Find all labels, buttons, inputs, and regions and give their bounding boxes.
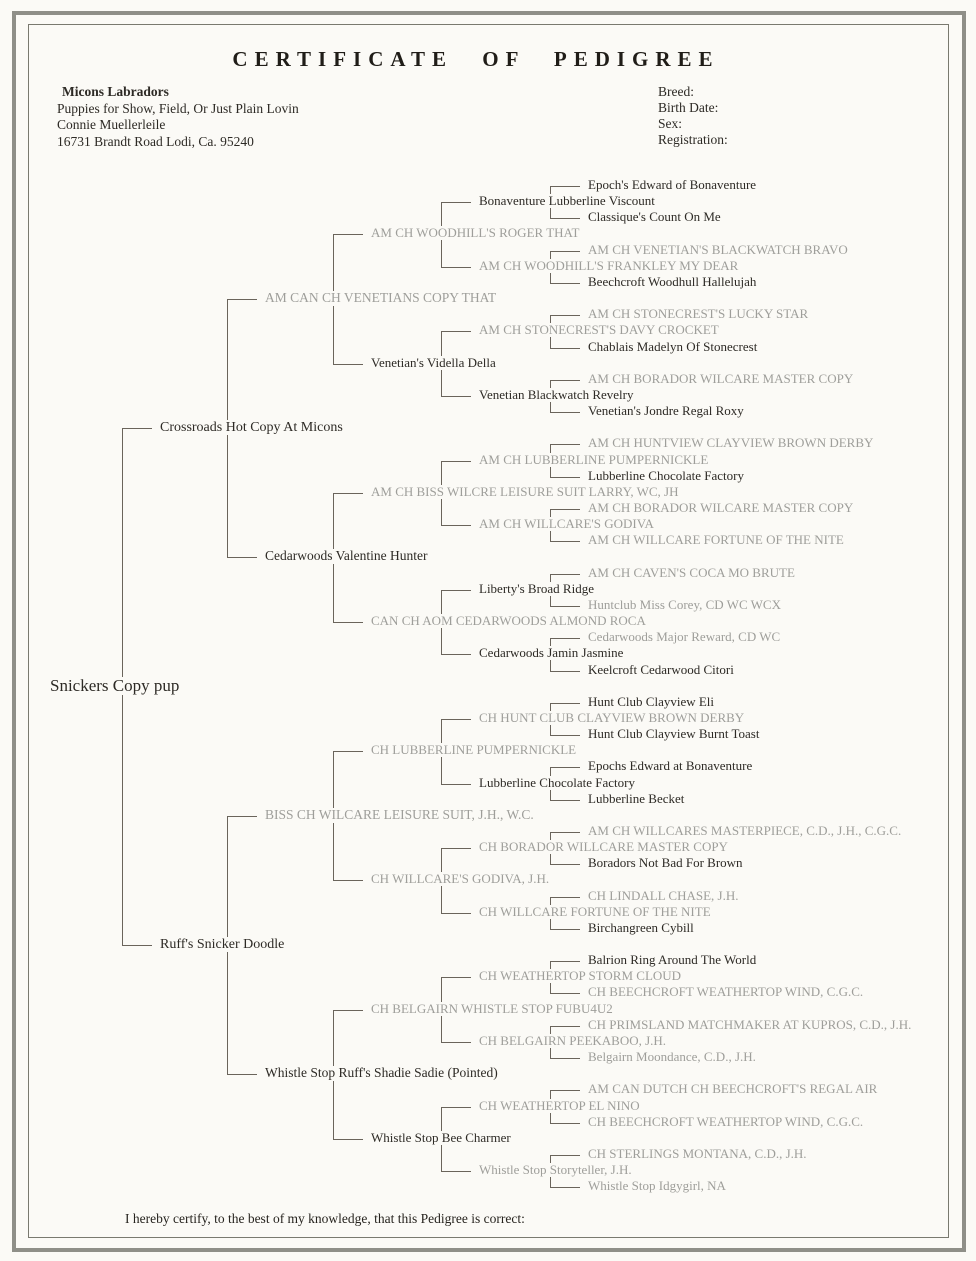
- tree-connector-horizontal: [550, 606, 580, 607]
- breeder-contact: Connie Muellerleile: [57, 117, 166, 132]
- tree-connector-horizontal: [333, 1010, 363, 1011]
- pedigree-node: CAN CH AOM CEDARWOODS ALMOND ROCA: [368, 614, 649, 628]
- tree-connector-horizontal: [550, 800, 580, 801]
- tree-connector-horizontal: [441, 784, 471, 785]
- tree-connector-horizontal: [550, 929, 580, 930]
- tree-connector-horizontal: [550, 412, 580, 413]
- pedigree-node: Bonaventure Lubberline Viscount: [476, 194, 658, 208]
- pedigree-node: CH BELGAIRN WHISTLE STOP FUBU4U2: [368, 1002, 616, 1016]
- pedigree-node: AM CH WILLCARE'S GODIVA: [476, 517, 657, 531]
- tree-connector-horizontal: [550, 574, 580, 575]
- tree-connector-horizontal: [333, 751, 363, 752]
- pedigree-node: AM CH WILLCARES MASTERPIECE, C.D., J.H., C.G.C.: [585, 824, 904, 838]
- breeder-name: Micons Labradors: [62, 84, 169, 99]
- tree-connector-horizontal: [550, 1123, 580, 1124]
- pedigree-node: Ruff's Snicker Doodle: [157, 937, 287, 952]
- pedigree-node: Hunt Club Clayview Eli: [585, 695, 717, 709]
- pedigree-node: Cedarwoods Major Reward, CD WC: [585, 630, 783, 644]
- tree-connector-horizontal: [550, 541, 580, 542]
- pedigree-node: CH PRIMSLAND MATCHMAKER AT KUPROS, C.D., J.H.: [585, 1018, 914, 1032]
- pedigree-node: Crossroads Hot Copy At Micons: [157, 420, 346, 435]
- pedigree-node: CH WILLCARE'S GODIVA, J.H.: [368, 872, 552, 886]
- tree-connector-horizontal: [550, 218, 580, 219]
- pedigree-node: AM CH WOODHILL'S ROGER THAT: [368, 226, 582, 240]
- pedigree-node: AM CAN DUTCH CH BEECHCROFT'S REGAL AIR: [585, 1082, 880, 1096]
- tree-connector-horizontal: [441, 461, 471, 462]
- tree-connector-horizontal: [333, 622, 363, 623]
- tree-connector-horizontal: [550, 380, 580, 381]
- pedigree-node: CH LINDALL CHASE, J.H.: [585, 889, 741, 903]
- pedigree-node: Whistle Stop Bee Charmer: [368, 1131, 514, 1145]
- tree-connector-horizontal: [550, 251, 580, 252]
- pedigree-node: AM CH WILLCARE FORTUNE OF THE NITE: [585, 533, 847, 547]
- pedigree-node: CH HUNT CLUB CLAYVIEW BROWN DERBY: [476, 711, 747, 725]
- tree-connector-horizontal: [550, 509, 580, 510]
- pedigree-node: Boradors Not Bad For Brown: [585, 856, 746, 870]
- pedigree-node: Keelcroft Cedarwood Citori: [585, 663, 737, 677]
- registration-label: Registration:: [658, 132, 728, 147]
- birth-date-label: Birth Date:: [658, 100, 719, 115]
- tree-connector-horizontal: [550, 1187, 580, 1188]
- tree-connector-horizontal: [333, 234, 363, 235]
- pedigree-node: CH WEATHERTOP STORM CLOUD: [476, 969, 684, 983]
- pedigree-node: Liberty's Broad Ridge: [476, 582, 597, 596]
- tree-connector-horizontal: [122, 428, 152, 429]
- tree-connector-horizontal: [550, 186, 580, 187]
- pedigree-node: BISS CH WILCARE LEISURE SUIT, J.H., W.C.: [262, 808, 537, 823]
- pedigree-node: Belgairn Moondance, C.D., J.H.: [585, 1050, 759, 1064]
- pedigree-node: Lubberline Becket: [585, 792, 687, 806]
- tree-connector-horizontal: [441, 202, 471, 203]
- certify-statement: I hereby certify, to the best of my knowledge, that this Pedigree is correct:: [125, 1211, 525, 1226]
- tree-connector-horizontal: [441, 848, 471, 849]
- tree-connector-horizontal: [550, 315, 580, 316]
- tree-connector-horizontal: [441, 1042, 471, 1043]
- pedigree-node: Whistle Stop Idgygirl, NA: [585, 1179, 729, 1193]
- tree-connector-horizontal: [550, 897, 580, 898]
- tree-connector-horizontal: [550, 832, 580, 833]
- tree-connector-horizontal: [550, 703, 580, 704]
- tree-connector-horizontal: [333, 493, 363, 494]
- pedigree-node: Venetian's Jondre Regal Roxy: [585, 404, 747, 418]
- pedigree-node: Snickers Copy pup: [47, 677, 182, 695]
- tree-connector-horizontal: [227, 557, 257, 558]
- pedigree-node: AM CH LUBBERLINE PUMPERNICKLE: [476, 453, 711, 467]
- tree-connector-horizontal: [550, 1026, 580, 1027]
- tree-connector-horizontal: [550, 283, 580, 284]
- tree-connector-horizontal: [441, 1107, 471, 1108]
- tree-connector-horizontal: [441, 396, 471, 397]
- pedigree-node: AM CH WOODHILL'S FRANKLEY MY DEAR: [476, 259, 741, 273]
- tree-connector-horizontal: [550, 864, 580, 865]
- breed-label: Breed:: [658, 84, 694, 99]
- pedigree-node: Venetian Blackwatch Revelry: [476, 388, 637, 402]
- pedigree-node: AM CH BISS WILCRE LEISURE SUIT LARRY, WC, JH: [368, 485, 681, 499]
- pedigree-node: CH STERLINGS MONTANA, C.D., J.H.: [585, 1147, 810, 1161]
- pedigree-node: CH LUBBERLINE PUMPERNICKLE: [368, 743, 579, 757]
- pedigree-node: Chablais Madelyn Of Stonecrest: [585, 340, 760, 354]
- pedigree-node: Huntclub Miss Corey, CD WC WCX: [585, 598, 784, 612]
- pedigree-node: AM CAN CH VENETIANS COPY THAT: [262, 291, 499, 306]
- pedigree-node: CH BELGAIRN PEEKABOO, J.H.: [476, 1034, 669, 1048]
- tree-connector-horizontal: [441, 590, 471, 591]
- pedigree-node: Beechcroft Woodhull Hallelujah: [585, 275, 759, 289]
- pedigree-node: Cedarwoods Valentine Hunter: [262, 549, 430, 564]
- pedigree-node: AM CH VENETIAN'S BLACKWATCH BRAVO: [585, 243, 851, 257]
- certificate-title: CERTIFICATE OF PEDIGREE: [232, 47, 720, 71]
- pedigree-node: Birchangreen Cybill: [585, 921, 697, 935]
- pedigree-node: AM CH STONECREST'S LUCKY STAR: [585, 307, 811, 321]
- tree-connector-horizontal: [550, 477, 580, 478]
- pedigree-node: CH WEATHERTOP EL NINO: [476, 1099, 643, 1113]
- tree-connector-horizontal: [550, 638, 580, 639]
- pedigree-node: Cedarwoods Jamin Jasmine: [476, 646, 626, 660]
- pedigree-node: CH BEECHCROFT WEATHERTOP WIND, C.G.C.: [585, 985, 866, 999]
- pedigree-node: Venetian's Vidella Della: [368, 356, 499, 370]
- pedigree-node: CH BORADOR WILLCARE MASTER COPY: [476, 840, 731, 854]
- pedigree-node: Whistle Stop Storyteller, J.H.: [476, 1163, 635, 1177]
- tree-connector-horizontal: [550, 1058, 580, 1059]
- breeder-tagline: Puppies for Show, Field, Or Just Plain Lovin: [57, 100, 299, 116]
- pedigree-node: CH WILLCARE FORTUNE OF THE NITE: [476, 905, 714, 919]
- tree-connector-horizontal: [122, 945, 152, 946]
- tree-connector-horizontal: [333, 364, 363, 365]
- pedigree-node: AM CH STONECREST'S DAVY CROCKET: [476, 323, 722, 337]
- tree-connector-horizontal: [227, 299, 257, 300]
- pedigree-node: Lubberline Chocolate Factory: [476, 776, 638, 790]
- breeder-address: 16731 Brandt Road Lodi, Ca. 95240: [57, 133, 254, 149]
- pedigree-node: AM CH CAVEN'S COCA MO BRUTE: [585, 566, 798, 580]
- tree-connector-horizontal: [550, 993, 580, 994]
- tree-connector-horizontal: [227, 1074, 257, 1075]
- tree-connector-horizontal: [333, 880, 363, 881]
- pedigree-node: Whistle Stop Ruff's Shadie Sadie (Pointed): [262, 1066, 501, 1081]
- pedigree-node: Classique's Count On Me: [585, 210, 724, 224]
- tree-connector-horizontal: [550, 1090, 580, 1091]
- pedigree-node: AM CH HUNTVIEW CLAYVIEW BROWN DERBY: [585, 436, 876, 450]
- tree-connector-horizontal: [550, 767, 580, 768]
- tree-connector-horizontal: [441, 267, 471, 268]
- tree-connector-horizontal: [550, 671, 580, 672]
- pedigree-node: AM CH BORADOR WILCARE MASTER COPY: [585, 501, 856, 515]
- tree-connector-horizontal: [441, 977, 471, 978]
- tree-connector-horizontal: [441, 719, 471, 720]
- pedigree-node: Hunt Club Clayview Burnt Toast: [585, 727, 762, 741]
- tree-connector-horizontal: [550, 1155, 580, 1156]
- pedigree-node: CH BEECHCROFT WEATHERTOP WIND, C.G.C.: [585, 1115, 866, 1129]
- tree-connector-horizontal: [441, 1171, 471, 1172]
- tree-connector-horizontal: [441, 331, 471, 332]
- tree-connector-horizontal: [441, 913, 471, 914]
- tree-connector-horizontal: [550, 961, 580, 962]
- tree-connector-horizontal: [550, 348, 580, 349]
- tree-connector-horizontal: [550, 735, 580, 736]
- pedigree-node: Epoch's Edward of Bonaventure: [585, 178, 759, 192]
- pedigree-node: Lubberline Chocolate Factory: [585, 469, 747, 483]
- pedigree-node: Epochs Edward at Bonaventure: [585, 759, 755, 773]
- pedigree-node: AM CH BORADOR WILCARE MASTER COPY: [585, 372, 856, 386]
- tree-connector-horizontal: [441, 525, 471, 526]
- tree-connector-horizontal: [550, 444, 580, 445]
- tree-connector-horizontal: [441, 654, 471, 655]
- sex-label: Sex:: [658, 116, 683, 131]
- tree-connector-horizontal: [333, 1139, 363, 1140]
- tree-connector-horizontal: [227, 816, 257, 817]
- pedigree-node: Balrion Ring Around The World: [585, 953, 759, 967]
